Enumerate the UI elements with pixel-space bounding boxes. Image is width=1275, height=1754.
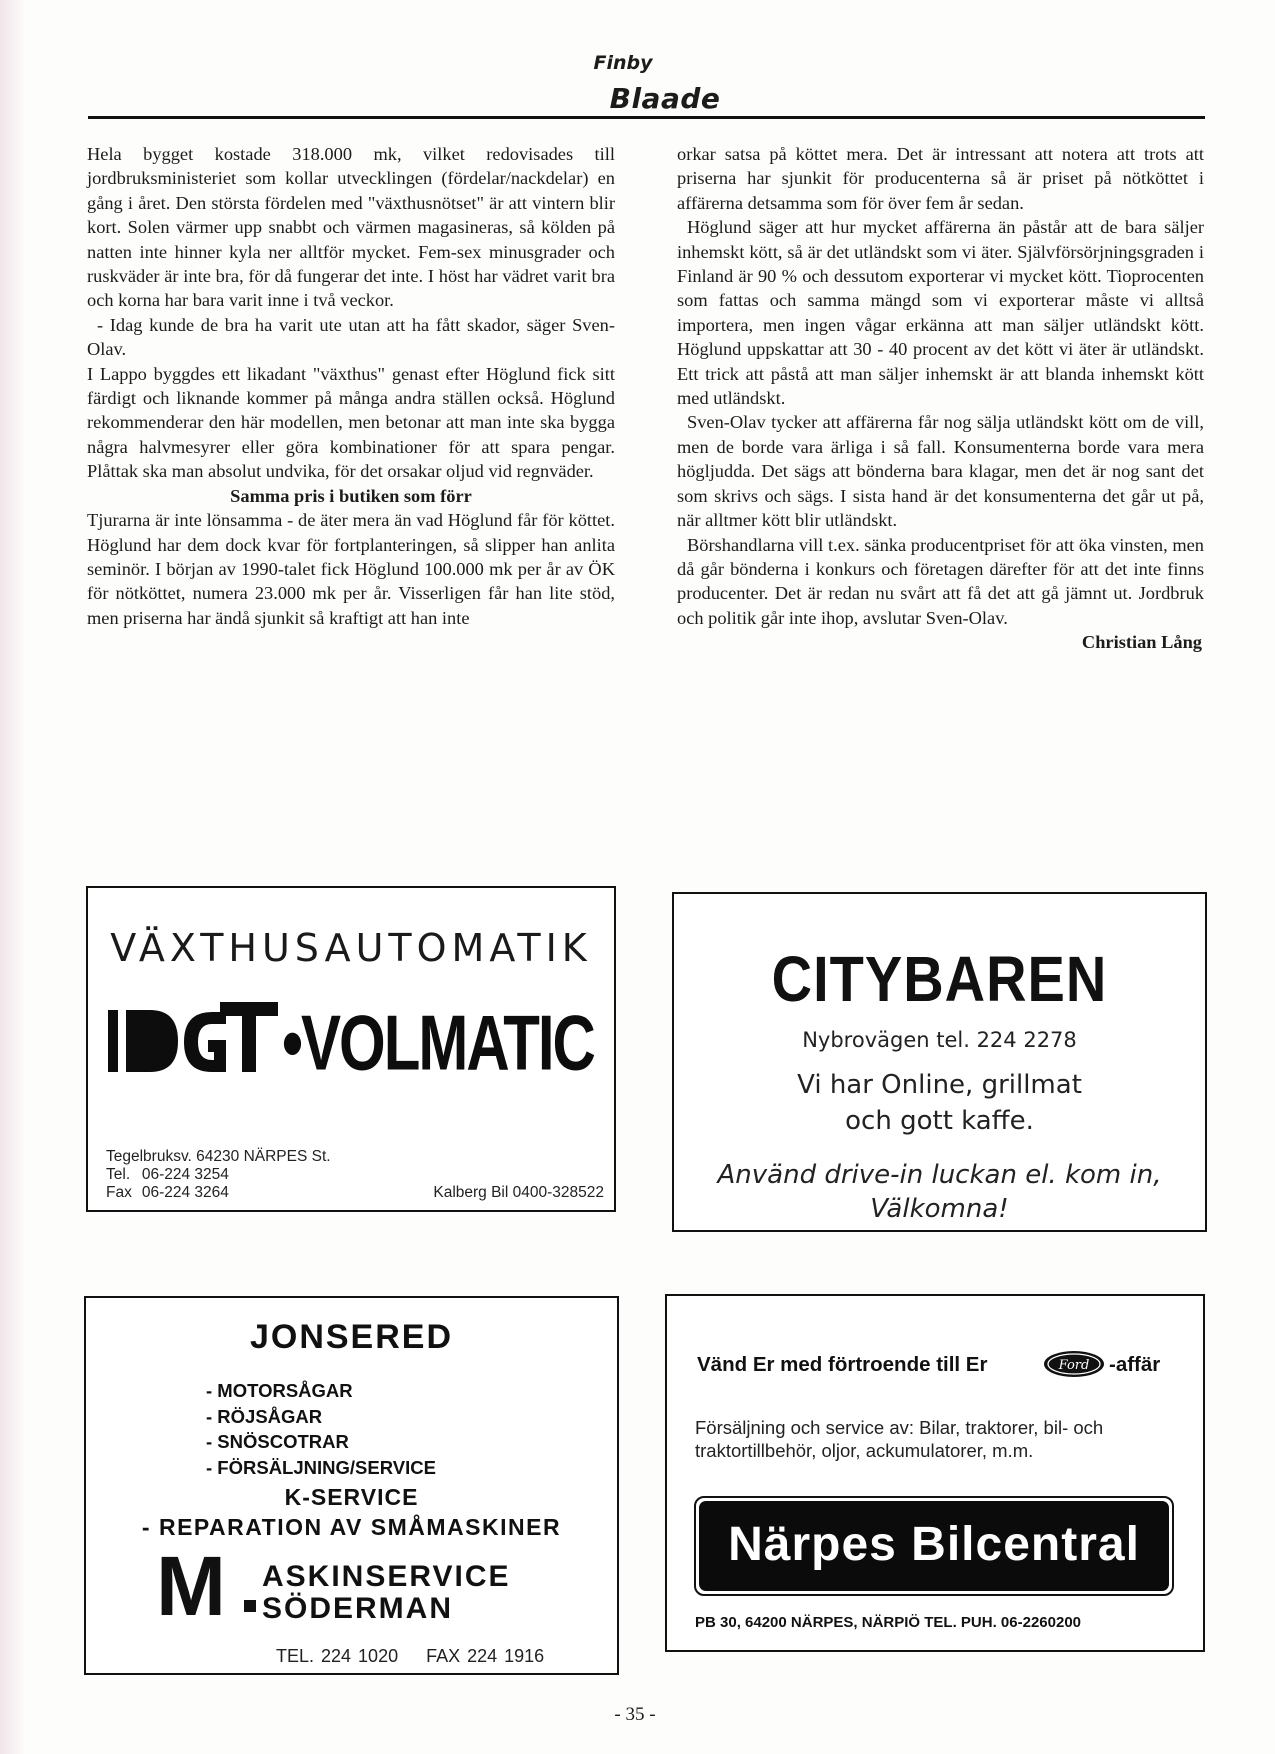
bilcentral-headline: Vänd Er med förtroende till Er xyxy=(697,1353,988,1376)
square-bullet-icon xyxy=(244,1600,256,1612)
bilcentral-affar: -affär xyxy=(1109,1353,1161,1376)
bilcentral-body: Försäljning och service av: Bilar, traktorer, bil- och traktortillbehör, oljor, ackumulatorer, m.m. xyxy=(695,1417,1104,1461)
citybaren-line: Välkomna! xyxy=(870,1194,1009,1224)
ad-volmatic-contact xyxy=(106,1148,331,1202)
citybaren-name: CITYBAREN xyxy=(771,942,1108,1015)
volmatic-logo xyxy=(108,996,598,1087)
list-item: - RÖJSÅGAR xyxy=(206,1405,323,1427)
tel-number: 06-224 3254 xyxy=(141,1166,229,1183)
kservice-heading: K-SERVICE xyxy=(284,1484,419,1510)
masthead-title: Blaade xyxy=(609,82,721,115)
ad-volmatic-address: Tegelbruksv. 64230 NÄRPES St. xyxy=(106,1148,331,1165)
page-number: - 35 - xyxy=(614,1704,656,1725)
maskinservice-line: ASKINSERVICE xyxy=(262,1560,511,1593)
ad-jonsered xyxy=(84,1296,619,1675)
repair-heading: - REPARATION AV SMÅMASKINER xyxy=(141,1514,562,1540)
tel-label: Tel. xyxy=(106,1166,131,1183)
article-paragraph: Sven-Olav tycker att affärerna får nog sälja utländskt kött om de vill, men de borde vara ärliga i så fall. Konsumenterna borde vara mera högljudda. Det sägs att bönderna bara klagar, men det är nog sant det som skrivs och sägs. I sista hand är det konsumenterna det går ut på, när alltmer kött blir utländskt. xyxy=(677,412,1204,531)
list-item: - MOTORSÅGAR xyxy=(206,1380,353,1401)
article-paragraph: - Idag kunde de bra ha varit ute utan att ha fått skador, säger Sven-Olav. xyxy=(87,314,615,360)
fax-label: Fax xyxy=(106,1184,132,1201)
ad-volmatic-title: VÄXTHUSAUTOMATIK xyxy=(110,926,592,970)
bilcentral-banner-text: Närpes Bilcentral xyxy=(699,1501,1169,1591)
ad-volmatic xyxy=(86,886,616,1212)
jonsered-contact: TEL. 224 1020 FAX 224 1916 xyxy=(276,1646,545,1666)
citybaren-line: och gott kaffe. xyxy=(845,1106,1034,1136)
ad-citybaren xyxy=(672,892,1207,1232)
fax-number: 06-224 3264 xyxy=(141,1184,229,1201)
maskinservice-m-letter: M xyxy=(156,1539,226,1633)
article-paragraph: Börshandlarna vill t.ex. sänka producentpriset för att öka vinsten, men då går bönderna i konkurs och företagen därefter för att det inte finns producenter. Det är redan nu svårt att få det att gå jämnt ut. Jordbruk och politik går inte ihop, avslutar Sven-Olav. xyxy=(677,534,1204,628)
volmatic-logo-text: •VOLMATIC xyxy=(282,999,594,1087)
ford-logo-text: Ford xyxy=(1058,1358,1090,1373)
article-paragraph: Tjurarna är inte lönsamma - de äter mera än vad Höglund får för köttet. Höglund har dem dock kvar för fortplanteringen, så slipper han anlita seminör. I början av 1990-talet fick Höglund 100.000 mk per år av ÖK för nötköttet, numera 23.000 mk per år. Visserligen får han lite stöd, men priserna har ändå sjunkit så kraftigt att han inte xyxy=(87,510,615,628)
article-paragraph: I Lappo byggdes ett likadant "växthus" genast efter Höglund fick sitt färdigt och liknande kommer på många andra ställen också. Höglund rekommenderar den här modellen, men betonar att man inte ska bygga några halvmesyrer eller göra kombinationer för att spara pengar. Plåttak ska man absolut undvika, för det orsakar oljud vid regnväder. xyxy=(87,363,615,482)
list-item: - SNÖSCOTRAR xyxy=(206,1431,349,1452)
citybaren-line: Vi har Online, grillmat xyxy=(797,1070,1082,1100)
citybaren-address: Nybrovägen tel. 224 2278 xyxy=(802,1028,1077,1052)
list-item: - FÖRSÄLJNING/SERVICE xyxy=(206,1456,436,1478)
page-edge-shadow xyxy=(0,0,26,1754)
maskinservice-line: SÖDERMAN xyxy=(262,1592,454,1625)
ford-logo-icon xyxy=(1043,1350,1105,1378)
jonsered-brand: JONSERED xyxy=(249,1318,454,1356)
article-column-right xyxy=(677,142,1204,655)
article-paragraph: Hela bygget kostade 318.000 mk, vilket redovisades till jordbruksministeriet som kollar utvecklingen (fördelar/nackdelar) en gång i året. Den största fördelen med "växthusnötset" är att vintern blir kort. Solen värmer upp snabbt och värmen magasineras, så kölden på natten inte hinner kyla ner alltför mycket. Fem-sex minusgrader och ruskväder är inte bra, för då fungerar det inte. I höst har vädret varit bra och korna har bara varit inne i två veckor. xyxy=(87,144,615,311)
masthead-top: Finby xyxy=(593,52,653,74)
ad-bilcentral xyxy=(665,1294,1205,1652)
masthead-rule xyxy=(88,116,1205,119)
article-paragraph: Höglund säger att hur mycket affärerna än påstår att de bara säljer inhemskt kött, så är det utländskt som vi äter. Självförsörjningsgraden i Finland är 90 % och dessutom exporterar vi mycket kött. Tioprocenten som fattas och samma mängd som vi exporterar måste vi alltså importera, men ingen vågar erkänna att man säljer utländskt kött. Höglund uppskattar att 30 - 40 procent av det kött vi äter är utländskt. Ett trick att påstå att man säljer inhemskt är att blanda inhemskt kött med utländskt. xyxy=(677,217,1204,409)
jonsered-product-list xyxy=(206,1378,436,1480)
citybaren-line: Använd drive-in luckan el. kom in, xyxy=(717,1160,1162,1190)
bilcentral-banner xyxy=(694,1496,1174,1596)
bilcentral-footer: PB 30, 64200 NÄRPES, NÄRPIÖ TEL. PUH. 06-2260200 xyxy=(695,1614,1082,1631)
article-paragraph: orkar satsa på köttet mera. Det är intressant att notera att trots att priserna har sjunkit för producenterna så är priset på nötköttet i affärerna detsamma som för över fem år sedan. xyxy=(677,144,1204,213)
article-byline: Christian Lång xyxy=(1081,632,1202,653)
article-column-left xyxy=(87,142,615,630)
ad-volmatic-kalberg: Kalberg Bil 0400-328522 xyxy=(433,1184,604,1201)
dgt-logo-icon xyxy=(108,996,280,1078)
article-subheading: Samma pris i butiken som förr xyxy=(230,485,472,506)
